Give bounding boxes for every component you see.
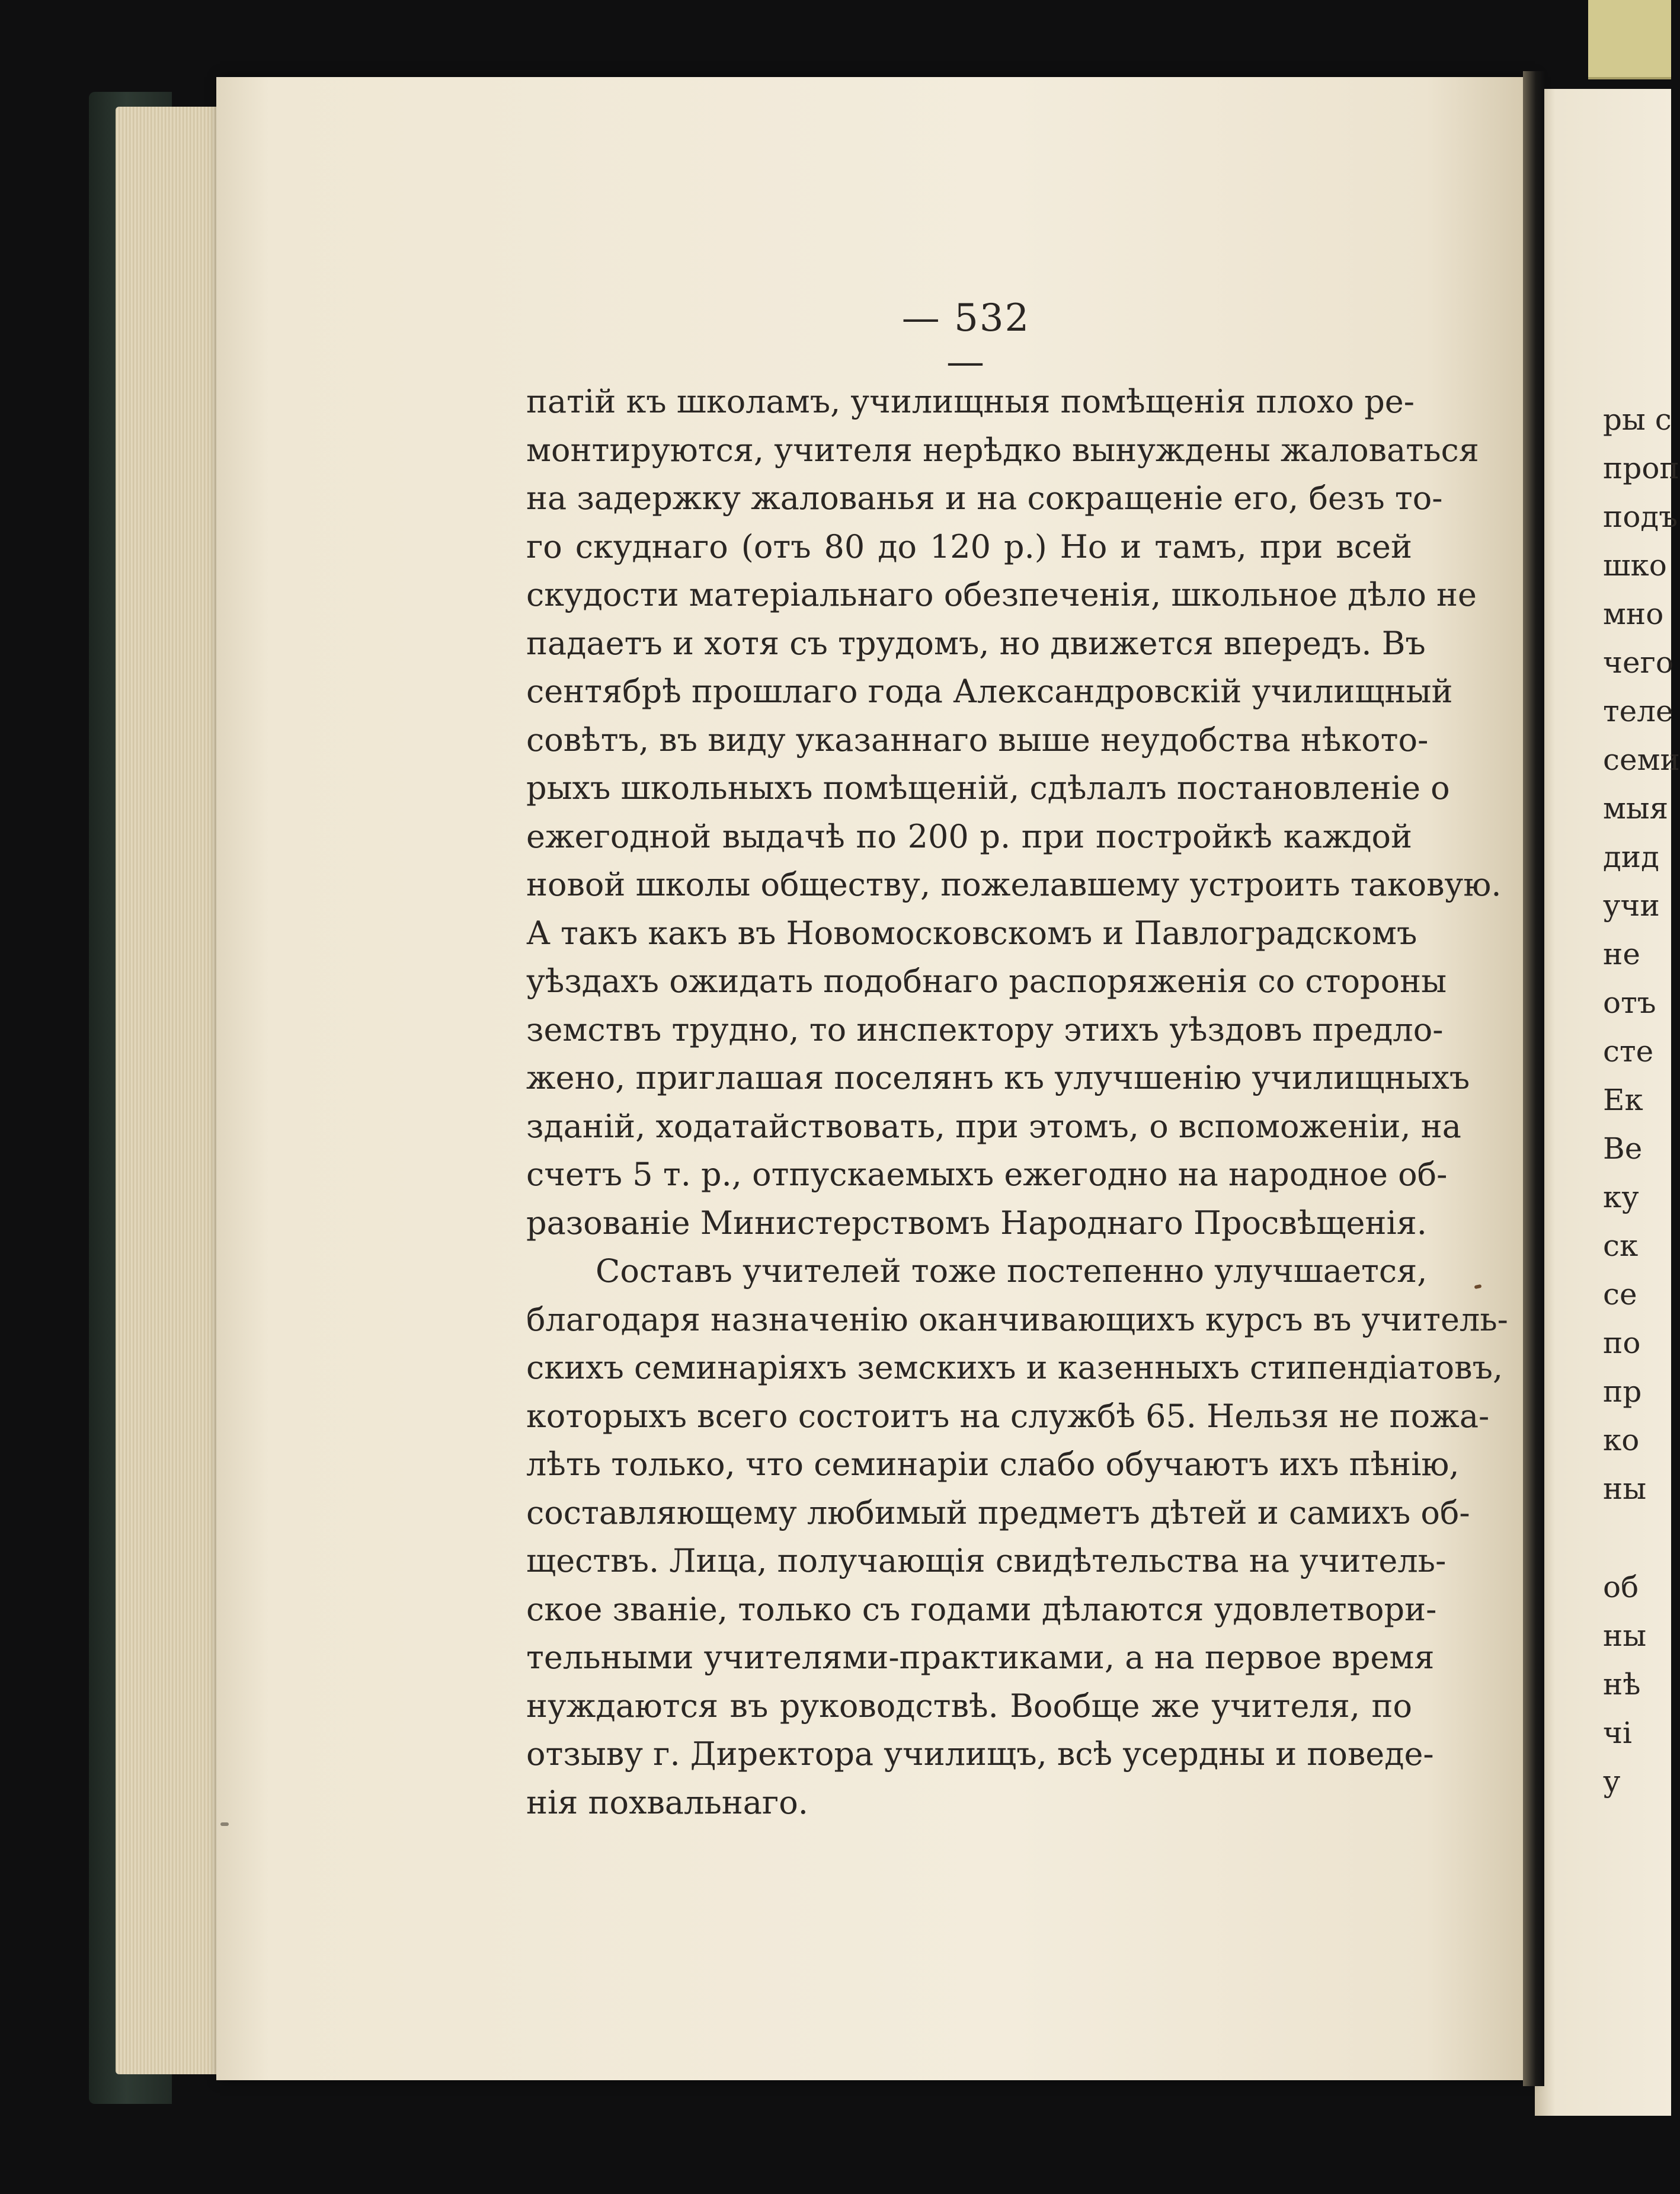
page-gutter [1523, 71, 1544, 2086]
text-line: разованіе Министерствомъ Народнаго Просвѣщенія. [526, 1204, 1427, 1242]
text-line: земствъ трудно, то инспектору этихъ уѣздовъ предло- [526, 1011, 1444, 1048]
text-line: отзыву г. Директора училищъ, всѣ усердны и поведе- [526, 1735, 1434, 1773]
next-page-fragment: не [1603, 937, 1640, 971]
text-line: ществъ. Лица, получающія свидѣтельства на учитель- [526, 1542, 1447, 1579]
next-page-fragment: ны [1603, 1619, 1647, 1653]
next-page-fragment: об [1603, 1570, 1639, 1604]
next-page-fragment: теле [1603, 694, 1673, 728]
text-line: го скуднаго (отъ 80 до 120 р.) Но и тамъ, при всей [526, 528, 1412, 565]
next-page-fragment: отъ [1603, 986, 1656, 1020]
text-line: тельными учителями-практиками, а на первое время [526, 1639, 1435, 1676]
pencil-mark [220, 1822, 229, 1826]
next-page-fragment: семи [1603, 743, 1680, 777]
text-line: монтируются, учителя нерѣдко вынуждены жаловаться [526, 431, 1479, 469]
text-line: сентябрѣ прошлаго года Александровскій училищный [526, 673, 1453, 710]
next-page-fragment: мно [1603, 597, 1664, 631]
text-line: счетъ 5 т. р., отпускаемыхъ ежегодно на народное об- [526, 1156, 1448, 1193]
bookmark-ribbon [1588, 0, 1671, 79]
next-page-fragment: се [1603, 1277, 1637, 1312]
text-line: патій къ школамъ, училищныя помѣщенія плохо ре- [526, 383, 1415, 420]
text-line: составляющему любимый предметъ дѣтей и самихъ об- [526, 1494, 1470, 1531]
next-page-fragment: подъ [1603, 500, 1678, 534]
page-number: — 532 — [901, 296, 1031, 384]
next-page-fragment: ны [1603, 1472, 1647, 1506]
next-page-fragment: дид [1603, 840, 1659, 874]
next-page-fragment: ры с [1603, 402, 1672, 437]
text-line: нуждаются въ руководствѣ. Вообще же учителя, по [526, 1687, 1412, 1725]
next-page-fragment: у [1603, 1764, 1621, 1799]
text-line: благодаря назначенію оканчивающихъ курсъ въ учитель- [526, 1301, 1508, 1338]
next-page-fragment: проп [1603, 451, 1679, 485]
next-page-fragment: ко [1603, 1423, 1640, 1457]
text-line: нія похвальнаго. [526, 1784, 808, 1821]
text-line: совѣтъ, въ виду указаннаго выше неудобства нѣкото- [526, 721, 1429, 759]
next-page-fragment: Ек [1603, 1083, 1643, 1117]
next-page-fragment: сте [1603, 1034, 1654, 1069]
next-page-fragment: чего [1603, 645, 1673, 680]
next-page-fragment: чі [1603, 1716, 1633, 1750]
next-page-fragment: ск [1603, 1229, 1639, 1263]
text-line: ежегодной выдачѣ по 200 р. при постройкѣ каждой [526, 818, 1412, 855]
next-page-fragment: нѣ [1603, 1667, 1641, 1702]
text-line: уѣздахъ ожидать подобнаго распоряженія со стороны [526, 962, 1447, 1000]
page-edges [116, 107, 228, 2074]
text-line: рыхъ школьныхъ помѣщеній, сдѣлалъ постановленіе о [526, 769, 1450, 807]
next-page-fragment: учи [1603, 888, 1660, 923]
text-line: лѣть только, что семинаріи слабо обучаютъ ихъ пѣнію, [526, 1445, 1460, 1483]
next-page-fragment: по [1603, 1326, 1641, 1360]
text-line: Составъ учителей тоже постепенно улучшается, [596, 1252, 1428, 1290]
text-line: скихъ семинаріяхъ земскихъ и казенныхъ стипендіатовъ, [526, 1349, 1503, 1386]
text-line: жено, приглашая поселянъ къ улучшенію училищныхъ [526, 1059, 1470, 1096]
text-line: на задержку жалованья и на сокращеніе его, безъ то- [526, 479, 1443, 517]
text-line: зданій, ходатайствовать, при этомъ, о вспоможеніи, на [526, 1108, 1461, 1145]
next-page-fragment: шко [1603, 548, 1667, 583]
text-line: А такъ какъ въ Новомосковскомъ и Павлоградскомъ [526, 914, 1417, 952]
next-page-fragment: мыя [1603, 791, 1669, 826]
text-line: которыхъ всего состоитъ на службѣ 65. Нельзя не пожа- [526, 1397, 1490, 1435]
text-line: ское званіе, только съ годами дѣлаются удовлетвори- [526, 1591, 1437, 1628]
text-line: скудости матеріальнаго обезпеченія, школьное дѣло не [526, 576, 1477, 613]
text-line: падаетъ и хотя съ трудомъ, но движется впередъ. Въ [526, 625, 1426, 662]
next-page-fragment: пр [1603, 1374, 1642, 1409]
next-page-fragment: ку [1603, 1180, 1639, 1214]
text-line: новой школы обществу, пожелавшему устроить таковую. [526, 866, 1502, 903]
next-page-fragment: Ве [1603, 1131, 1643, 1166]
